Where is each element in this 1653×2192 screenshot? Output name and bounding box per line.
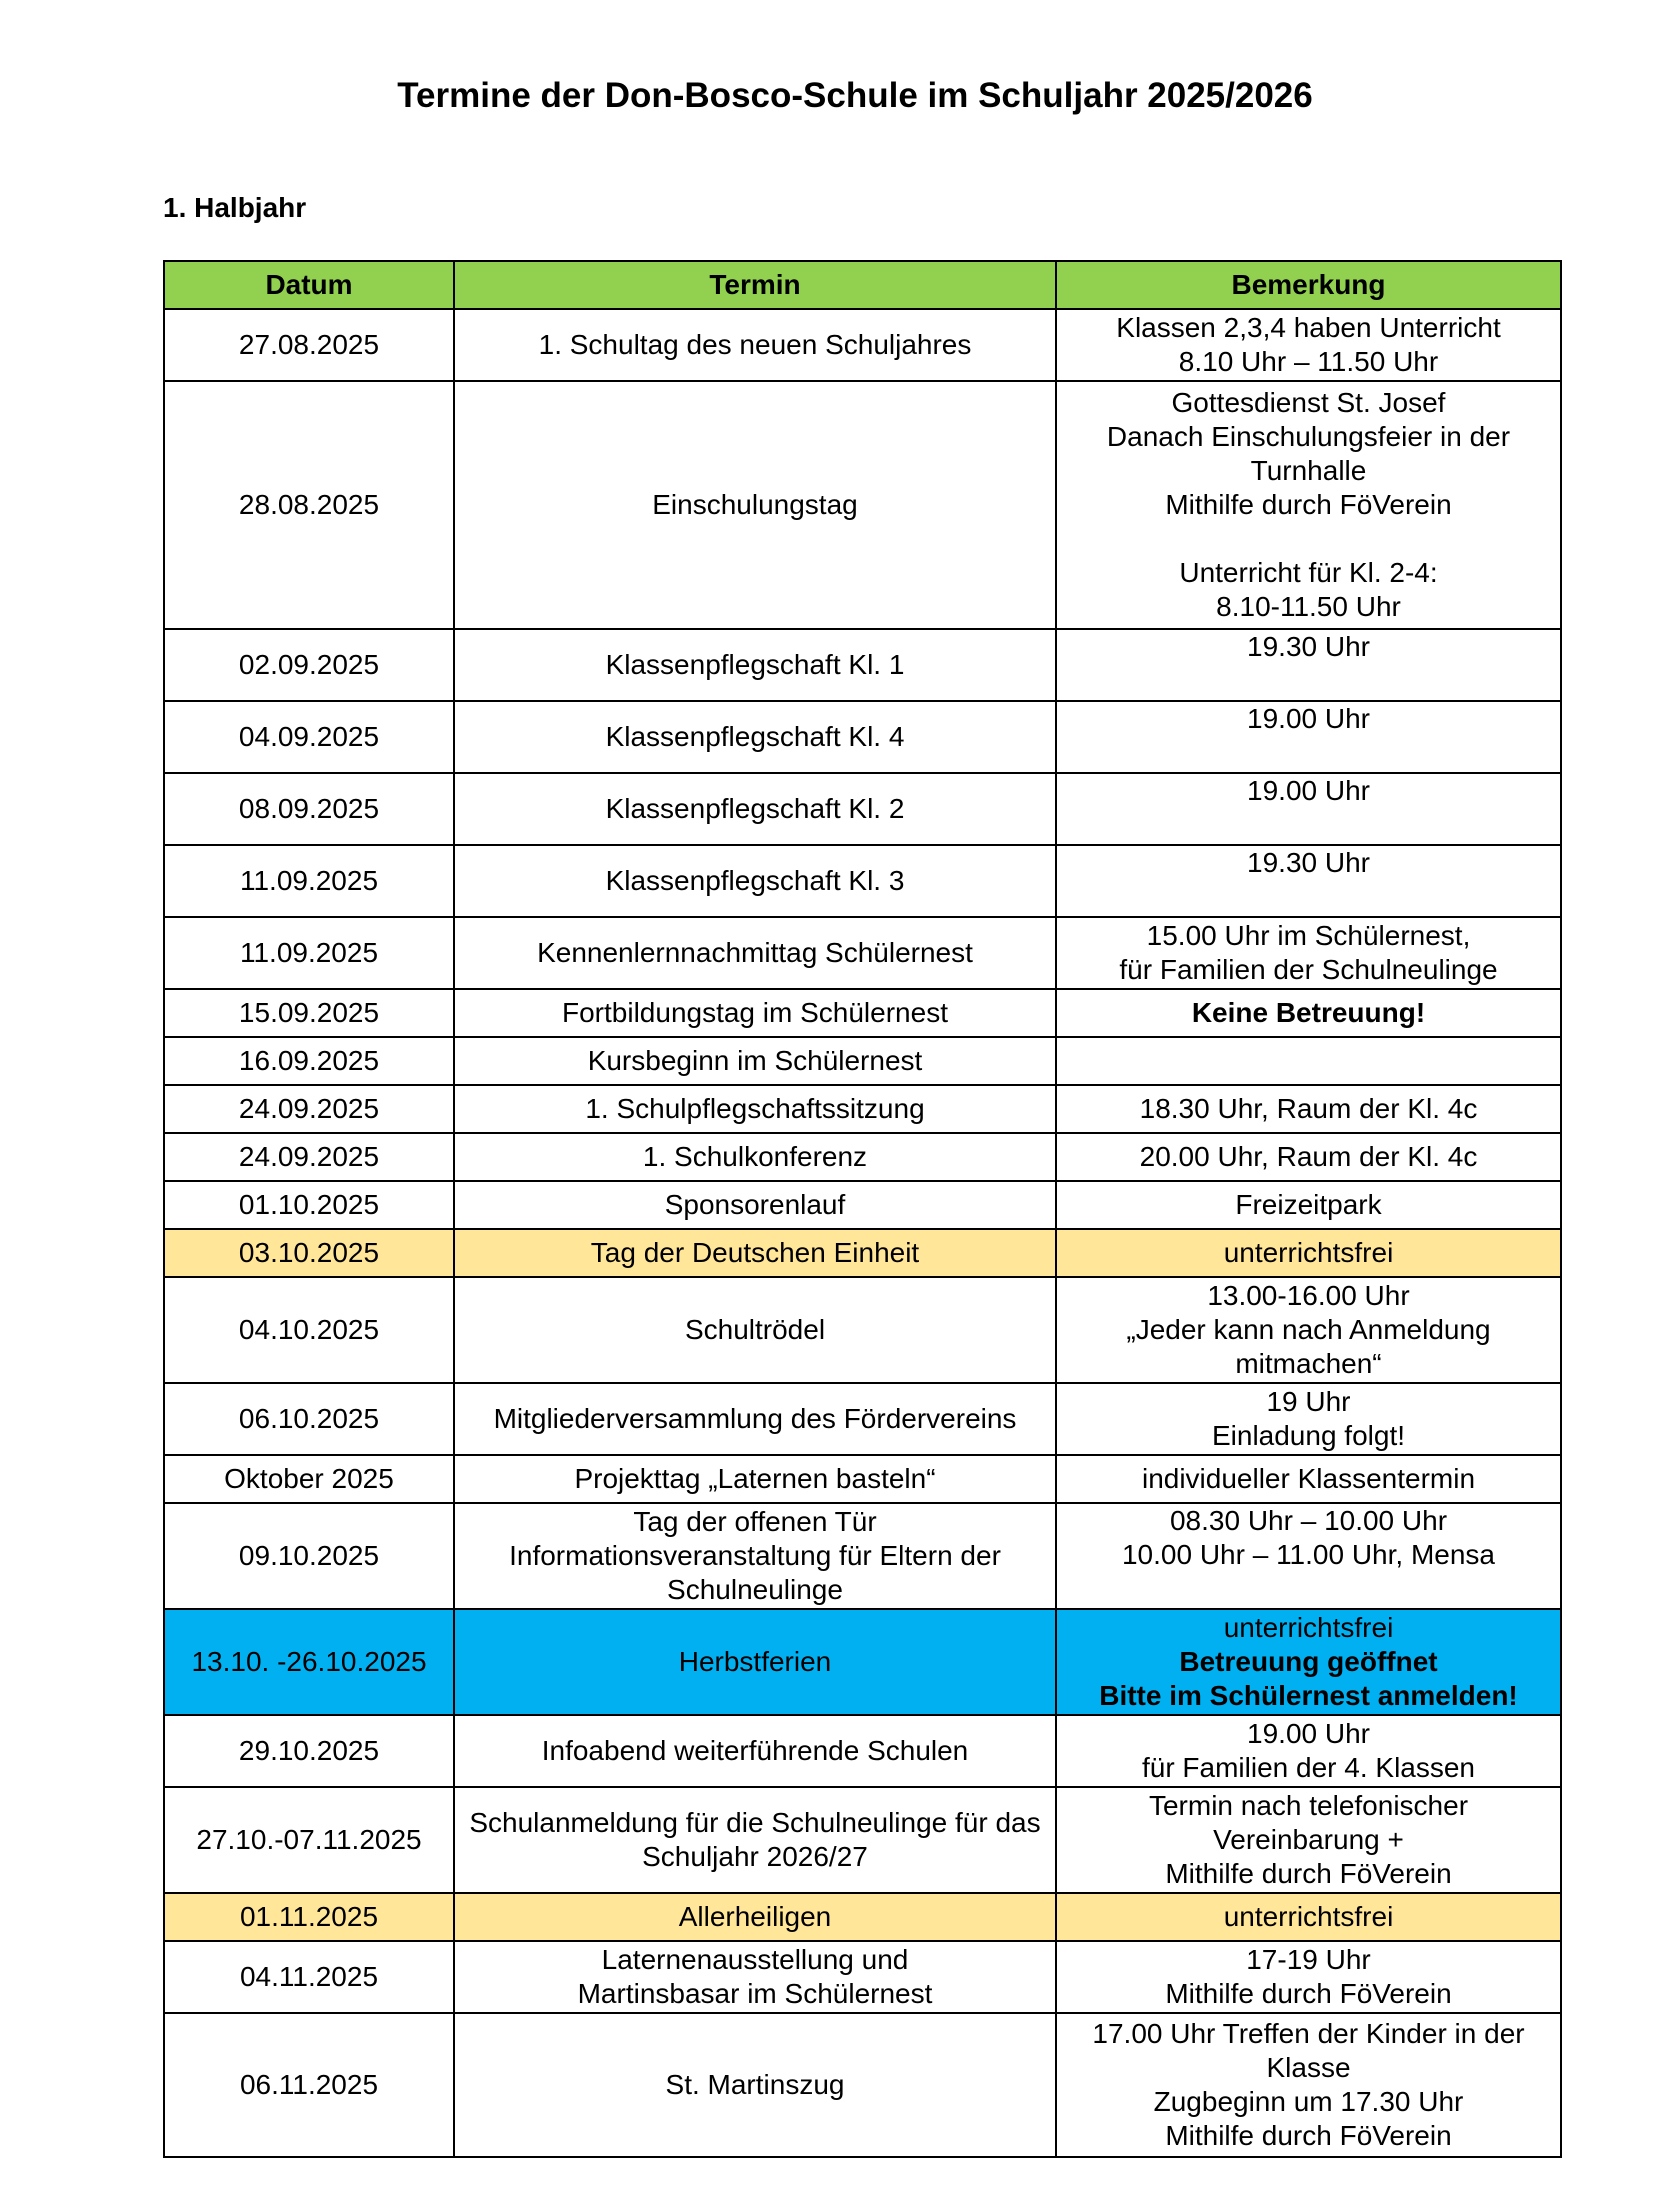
cell-date: 01.11.2025: [164, 1893, 454, 1941]
table-row: [164, 1715, 1561, 1787]
table-row: [164, 629, 1561, 701]
cell-event: Klassenpflegschaft Kl. 3: [454, 845, 1056, 917]
table-row: [164, 1085, 1561, 1133]
cell-event: Klassenpflegschaft Kl. 4: [454, 701, 1056, 773]
table-row: [164, 1503, 1561, 1609]
page-title: Termine der Don-Bosco-Schule im Schuljahr 2025/2026: [397, 76, 1313, 115]
cell-event: 1. Schulpflegschaftssitzung: [454, 1085, 1056, 1133]
cell-date: 27.10.-07.11.2025: [164, 1787, 454, 1893]
cell-note: [1056, 1037, 1561, 1085]
header-date: Datum: [164, 261, 454, 309]
cell-event: Infoabend weiterführende Schulen: [454, 1715, 1056, 1787]
cell-date: 06.10.2025: [164, 1383, 454, 1455]
cell-note: individueller Klassentermin: [1056, 1455, 1561, 1503]
cell-event: Schulanmeldung für die Schulneulinge für das Schuljahr 2026/27: [454, 1787, 1056, 1893]
cell-date: 24.09.2025: [164, 1133, 454, 1181]
cell-note: Freizeitpark: [1056, 1181, 1561, 1229]
cell-date: 27.08.2025: [164, 309, 454, 381]
cell-event: Klassenpflegschaft Kl. 2: [454, 773, 1056, 845]
cell-event: Laternenausstellung und Martinsbasar im Schülernest: [454, 1941, 1056, 2013]
schedule-table: [163, 260, 1562, 2158]
cell-date: 15.09.2025: [164, 989, 454, 1037]
cell-date: 01.10.2025: [164, 1181, 454, 1229]
cell-event: Mitgliederversammlung des Fördervereins: [454, 1383, 1056, 1455]
cell-event: Kursbeginn im Schülernest: [454, 1037, 1056, 1085]
cell-note: 13.00-16.00 Uhr „Jeder kann nach Anmeldung mitmachen“: [1056, 1277, 1561, 1383]
cell-event: Kennenlernnachmittag Schülernest: [454, 917, 1056, 989]
cell-event: St. Martinszug: [454, 2013, 1056, 2157]
table-row: [164, 845, 1561, 917]
cell-date: 04.09.2025: [164, 701, 454, 773]
cell-note: 19.00 Uhr für Familien der 4. Klassen: [1056, 1715, 1561, 1787]
table-row-holiday: [164, 1893, 1561, 1941]
cell-date: 06.11.2025: [164, 2013, 454, 2157]
cell-note: unterrichtsfrei: [1056, 1893, 1561, 1941]
cell-date: 02.09.2025: [164, 629, 454, 701]
cell-note: Keine Betreuung!: [1056, 989, 1561, 1037]
cell-note: unterrichtsfrei Betreuung geöffnet Bitte im Schülernest anmelden!: [1056, 1609, 1561, 1715]
table-row: [164, 309, 1561, 381]
cell-event: Tag der offenen Tür Informationsveranstaltung für Eltern der Schulneulinge: [454, 1503, 1056, 1609]
cell-event: Fortbildungstag im Schülernest: [454, 989, 1056, 1037]
cell-note: 20.00 Uhr, Raum der Kl. 4c: [1056, 1133, 1561, 1181]
header-event: Termin: [454, 261, 1056, 309]
cell-event: Projekttag „Laternen basteln“: [454, 1455, 1056, 1503]
cell-event: Sponsorenlauf: [454, 1181, 1056, 1229]
cell-event: Allerheiligen: [454, 1893, 1056, 1941]
cell-event: 1. Schulkonferenz: [454, 1133, 1056, 1181]
table-row: [164, 1787, 1561, 1893]
cell-date: 29.10.2025: [164, 1715, 454, 1787]
cell-note: Termin nach telefonischer Vereinbarung + Mithilfe durch FöVerein: [1056, 1787, 1561, 1893]
table-row: [164, 701, 1561, 773]
cell-event: Klassenpflegschaft Kl. 1: [454, 629, 1056, 701]
cell-event: Einschulungstag: [454, 381, 1056, 629]
table-header-row: [164, 261, 1561, 309]
table-row: [164, 1941, 1561, 2013]
table-row: [164, 917, 1561, 989]
cell-event: Tag der Deutschen Einheit: [454, 1229, 1056, 1277]
table-row: [164, 1181, 1561, 1229]
cell-event: Herbstferien: [454, 1609, 1056, 1715]
cell-note: 08.30 Uhr – 10.00 Uhr 10.00 Uhr – 11.00 Uhr, Mensa: [1056, 1503, 1561, 1609]
cell-date: 16.09.2025: [164, 1037, 454, 1085]
cell-note: Klassen 2,3,4 haben Unterricht 8.10 Uhr – 11.50 Uhr: [1056, 309, 1561, 381]
header-note: Bemerkung: [1056, 261, 1561, 309]
table-row: [164, 773, 1561, 845]
table-row: [164, 1277, 1561, 1383]
table-row: [164, 381, 1561, 629]
cell-date: Oktober 2025: [164, 1455, 454, 1503]
table-row: [164, 1455, 1561, 1503]
table-row: [164, 1133, 1561, 1181]
cell-note: 19.00 Uhr: [1056, 701, 1561, 773]
section-heading: 1. Halbjahr: [163, 192, 307, 223]
cell-date: 28.08.2025: [164, 381, 454, 629]
cell-note: 15.00 Uhr im Schülernest, für Familien der Schulneulinge: [1056, 917, 1561, 989]
cell-note: 19.00 Uhr: [1056, 773, 1561, 845]
table-row: [164, 989, 1561, 1037]
cell-date: 24.09.2025: [164, 1085, 454, 1133]
table-row-holiday: [164, 1229, 1561, 1277]
table-row-vacation: [164, 1609, 1561, 1715]
cell-date: 03.10.2025: [164, 1229, 454, 1277]
cell-date: 11.09.2025: [164, 917, 454, 989]
cell-date: 04.11.2025: [164, 1941, 454, 2013]
cell-event: 1. Schultag des neuen Schuljahres: [454, 309, 1056, 381]
table-row: [164, 1037, 1561, 1085]
cell-date: 11.09.2025: [164, 845, 454, 917]
cell-note: 17-19 Uhr Mithilfe durch FöVerein: [1056, 1941, 1561, 2013]
cell-note: 19.30 Uhr: [1056, 845, 1561, 917]
cell-date: 04.10.2025: [164, 1277, 454, 1383]
cell-note: 19.30 Uhr: [1056, 629, 1561, 701]
cell-note: 18.30 Uhr, Raum der Kl. 4c: [1056, 1085, 1561, 1133]
cell-date: 08.09.2025: [164, 773, 454, 845]
table-row: [164, 1383, 1561, 1455]
table-row: [164, 2013, 1561, 2157]
cell-note: Gottesdienst St. Josef Danach Einschulungsfeier in der Turnhalle Mithilfe durch FöVerein Unterricht für Kl. 2-4: 8.10-11.50 Uhr: [1056, 381, 1561, 629]
cell-date: 09.10.2025: [164, 1503, 454, 1609]
cell-note: 19 Uhr Einladung folgt!: [1056, 1383, 1561, 1455]
cell-date: 13.10. -26.10.2025: [164, 1609, 454, 1715]
cell-note: 17.00 Uhr Treffen der Kinder in der Klasse Zugbeginn um 17.30 Uhr Mithilfe durch FöVerein: [1056, 2013, 1561, 2157]
cell-note: unterrichtsfrei: [1056, 1229, 1561, 1277]
cell-event: Schultrödel: [454, 1277, 1056, 1383]
